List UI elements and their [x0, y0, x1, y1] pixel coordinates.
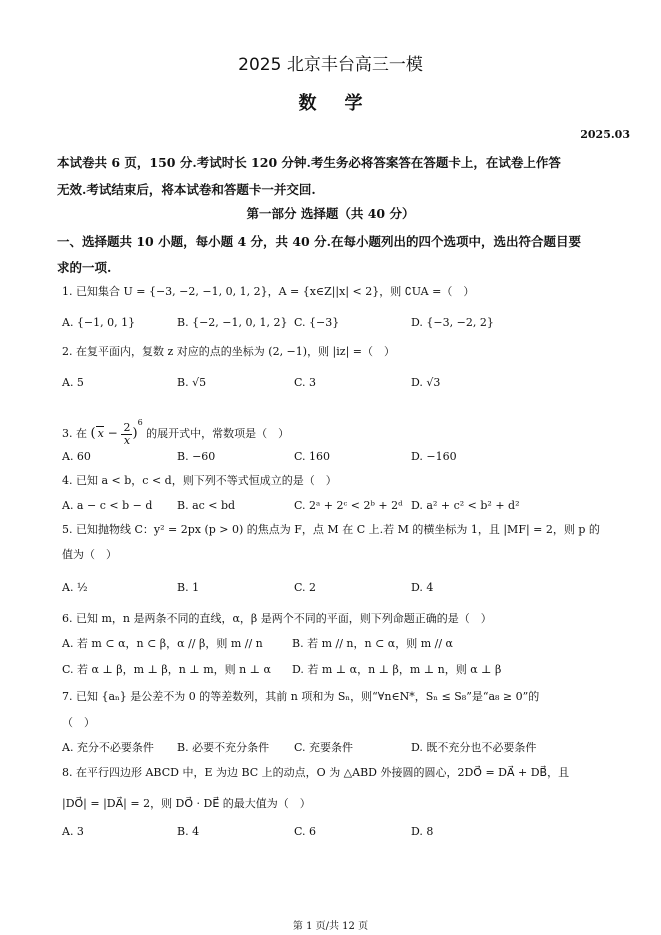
- question-3-options: [62, 448, 637, 466]
- q1-option-d[interactable]: D. {−3, −2, 2}: [411, 316, 494, 329]
- q3-binomial-expression: (: [90, 426, 96, 441]
- q5-option-d[interactable]: D. 4: [411, 581, 434, 594]
- section-heading-line-2: 求的一项.: [57, 260, 112, 275]
- question-6-options-row-2: [62, 661, 637, 679]
- q4-option-c[interactable]: C. 2ᵃ + 2ᶜ < 2ᵇ + 2ᵈ: [294, 499, 403, 512]
- question-1-options: [62, 314, 637, 332]
- q3-fraction: $\frac{2}{x}$: [123, 420, 131, 447]
- q3-option-a[interactable]: A. 60: [62, 450, 91, 463]
- q3-option-c[interactable]: C. 160: [294, 450, 331, 463]
- q2-option-b[interactable]: B. √5: [177, 376, 207, 389]
- question-7-stem-cont: （ ）: [62, 716, 95, 729]
- question-4-stem: 4. 已知 a < b，c < d，则下列不等式恒成立的是（ ）: [62, 474, 337, 487]
- question-3-stem: 3. 在 ( x − $\frac{2}{x}$ )$^6$ 的展开式中，常数项是（ ）: [62, 418, 290, 447]
- q7-option-b[interactable]: B. 必要不充分条件: [177, 741, 270, 754]
- subject-title: 数学: [298, 93, 391, 114]
- q4-option-d[interactable]: D. a² + c² < b² + d²: [411, 499, 520, 512]
- q7-option-c[interactable]: C. 充要条件: [294, 741, 354, 754]
- q1-option-b[interactable]: B. {−2, −1, 0, 1, 2}: [177, 316, 288, 329]
- question-1-stem: 1. 已知集合 U = {−3, −2, −1, 0, 1, 2}，A = {x∈Z||x| < 2}，则 ∁UA =（ ）: [62, 285, 475, 298]
- section-one-heading: [57, 229, 634, 281]
- q3-sqrt-x: x: [97, 427, 104, 440]
- question-6-stem: 6. 已知 m，n 是两条不同的直线，α，β 是两个不同的平面，则下列命题正确的是（ ）: [62, 612, 492, 625]
- q3-option-b[interactable]: B. −60: [177, 450, 216, 463]
- q6-option-d[interactable]: D. 若 m ⊥ α，n ⊥ β，m ⊥ n，则 α ⊥ β: [292, 663, 502, 676]
- question-8-stem-cont: |DO⃗| = |DA⃗| = 2，则 DO⃗ · DE⃗ 的最大值为（ ）: [62, 797, 311, 810]
- q3-stem-suffix: 的展开式中，常数项是（ ）: [146, 427, 290, 440]
- q8-option-c[interactable]: C. 6: [294, 825, 317, 838]
- question-2-stem: 2. 在复平面内，复数 z 对应的点的坐标为 (2, −1)，则 |iz| =（ ）: [62, 345, 396, 358]
- q4-option-b[interactable]: B. ac < bd: [177, 499, 236, 512]
- q5-option-b[interactable]: B. 1: [177, 581, 200, 594]
- instructions-line-1: 本试卷共 6 页，150 分.考试时长 120 分钟.考生务必将答案答在答题卡上，在试卷上作答: [57, 155, 561, 170]
- q3-stem-prefix: 3. 在: [62, 427, 87, 440]
- section-heading-line-1: 一、选择题共 10 小题，每小题 4 分，共 40 分.在每小题列出的四个选项中，选出符合题目要: [57, 234, 581, 249]
- question-5-stem: 5. 已知抛物线 C：y² = 2px (p > 0) 的焦点为 F，点 M 在 C 上.若 M 的横坐标为 1，且 |MF| = 2，则 p 的: [62, 523, 600, 536]
- q6-option-b[interactable]: B. 若 m // n，n ⊂ α，则 m // α: [292, 637, 453, 650]
- question-6-options-row-1: [62, 635, 637, 653]
- q8-option-a[interactable]: A. 3: [62, 825, 84, 838]
- q2-option-d[interactable]: D. √3: [411, 376, 441, 389]
- exam-date: 2025.03: [580, 128, 630, 141]
- question-7-options: [62, 739, 637, 757]
- q1-option-a[interactable]: A. {−1, 0, 1}: [62, 316, 136, 329]
- page-number: 第 1 页/共 12 页: [292, 921, 369, 932]
- q6-option-a[interactable]: A. 若 m ⊂ α，n ⊂ β，α // β，则 m // n: [62, 637, 263, 650]
- q7-option-a[interactable]: A. 充分不必要条件: [62, 741, 154, 754]
- q2-option-c[interactable]: C. 3: [294, 376, 317, 389]
- question-5-options: [62, 579, 637, 597]
- question-2-options: [62, 374, 637, 392]
- q2-option-a[interactable]: A. 5: [62, 376, 84, 389]
- question-5-stem-cont: 值为（ ）: [62, 548, 117, 561]
- q5-option-a[interactable]: A. ½: [62, 581, 88, 594]
- question-7-stem: 7. 已知 {aₙ} 是公差不为 0 的等差数列，其前 n 项和为 Sₙ，则“∀n∈N*，Sₙ ≤ S₈”是“a₈ ≥ 0”的: [62, 690, 540, 703]
- question-8-options: [62, 823, 637, 841]
- q7-option-d[interactable]: D. 既不充分也不必要条件: [411, 741, 537, 754]
- part-one-title: 第一部分 选择题（共 40 分）: [246, 206, 415, 221]
- question-4-options: [62, 497, 637, 515]
- q6-option-c[interactable]: C. 若 α ⊥ β，m ⊥ β，n ⊥ m，则 n ⊥ α: [62, 663, 271, 676]
- q5-option-c[interactable]: C. 2: [294, 581, 317, 594]
- exam-title: 2025 北京丰台高三一模: [238, 55, 423, 75]
- question-8-stem: 8. 在平行四边形 ABCD 中，E 为边 BC 上的动点，O 为 △ABD 外接圆的圆心，2DO⃗ = DA⃗ + DB⃗，且: [62, 766, 570, 779]
- q1-option-c[interactable]: C. {−3}: [294, 316, 340, 329]
- instructions-line-2: 无效.考试结束后，将本试卷和答题卡一并交回.: [57, 182, 316, 197]
- q4-option-a[interactable]: A. a − c < b − d: [62, 499, 153, 512]
- q8-option-b[interactable]: B. 4: [177, 825, 200, 838]
- exam-instructions: [57, 149, 634, 203]
- q8-option-d[interactable]: D. 8: [411, 825, 434, 838]
- q3-option-d[interactable]: D. −160: [411, 450, 457, 463]
